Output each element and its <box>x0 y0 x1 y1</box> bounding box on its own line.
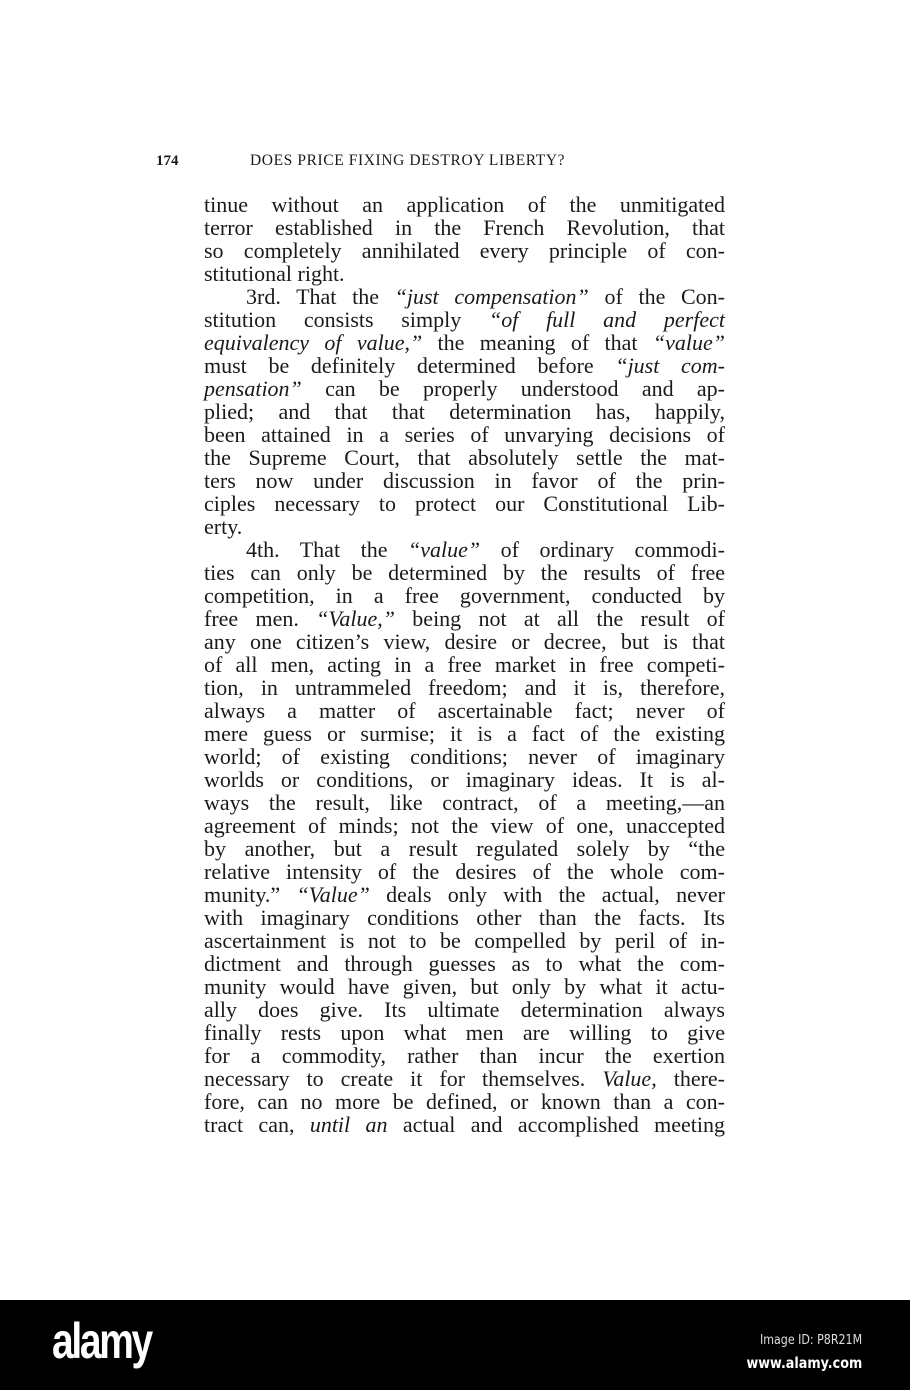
italic-text: “of full and perfect <box>488 307 725 332</box>
text-run: by another, but a result regulated solely by “the <box>204 836 725 861</box>
text-line <box>204 515 725 538</box>
text-line <box>204 285 725 308</box>
text-run: fore, can no more be defined, or known than a con- <box>204 1089 725 1114</box>
text-run: always a matter of ascertainable fact; never of <box>204 698 725 723</box>
text-run: 4th. That the <box>246 537 408 562</box>
italic-text: pensation” <box>204 376 302 401</box>
text-run: must be definitely determined before <box>204 353 616 378</box>
italic-text: equivalency of value,” <box>204 330 423 355</box>
site-url: www.alamy.com <box>746 1354 862 1372</box>
italic-text: until an <box>309 1112 388 1137</box>
text-line <box>204 193 725 216</box>
text-run: munity.” <box>204 882 297 907</box>
text-run: tion, in untrammeled freedom; and it is, therefore, <box>204 675 725 700</box>
text-line <box>204 791 725 814</box>
text-run: for a commodity, rather than incur the exertion <box>204 1043 725 1068</box>
text-line <box>204 1044 725 1067</box>
running-head: DOES PRICE FIXING DESTROY LIBERTY? <box>250 152 566 169</box>
text-run: ally does give. Its ultimate determination always <box>204 997 725 1022</box>
text-run: can be properly understood and ap- <box>301 376 725 401</box>
text-line <box>204 262 725 285</box>
text-line <box>204 837 725 860</box>
text-line <box>204 492 725 515</box>
text-line <box>204 1021 725 1044</box>
text-line <box>204 423 725 446</box>
image-id: Image ID: P8R21M <box>759 1333 862 1348</box>
text-run: worlds or conditions, or imaginary ideas. It is al- <box>204 767 725 792</box>
watermark-footer <box>0 1300 910 1390</box>
text-line <box>204 1090 725 1113</box>
text-line <box>204 814 725 837</box>
text-line <box>204 584 725 607</box>
italic-text: “Value” <box>296 882 370 907</box>
text-line <box>204 561 725 584</box>
text-line <box>204 653 725 676</box>
text-run: been attained in a series of unvarying decisions of <box>204 422 725 447</box>
text-run: the meaning of that <box>422 330 653 355</box>
text-line <box>204 699 725 722</box>
text-run: ciples necessary to protect our Constitutional Lib- <box>204 491 725 516</box>
text-run: being not at all the result of <box>395 606 726 631</box>
text-line <box>204 308 725 331</box>
text-run: mere guess or surmise; it is a fact of the existing <box>204 721 725 746</box>
text-line <box>204 745 725 768</box>
text-run: of ordinary commodi- <box>480 537 725 562</box>
text-line <box>204 239 725 262</box>
text-run: there- <box>656 1066 726 1091</box>
italic-text: “value” <box>652 330 725 355</box>
text-run: munity would have given, but only by what it actu- <box>204 974 725 999</box>
text-line <box>204 607 725 630</box>
text-line <box>204 975 725 998</box>
text-line <box>204 630 725 653</box>
text-run: relative intensity of the desires of the whole com- <box>204 859 725 884</box>
text-run: world; of existing conditions; never of imaginary <box>204 744 725 769</box>
text-line <box>204 906 725 929</box>
text-line <box>204 469 725 492</box>
text-run: so completely annihilated every principle of con- <box>204 238 725 263</box>
text-line <box>204 768 725 791</box>
text-line <box>204 883 725 906</box>
text-line <box>204 377 725 400</box>
text-line <box>204 998 725 1021</box>
text-run: agreement of minds; not the view of one, unaccepted <box>204 813 725 838</box>
text-run: necessary to create it for themselves. <box>204 1066 603 1091</box>
text-line <box>204 1067 725 1090</box>
text-run: stitution consists simply <box>204 307 489 332</box>
text-run: actual and accomplished meeting <box>387 1112 725 1137</box>
text-run: finally rests upon what men are willing to give <box>204 1020 725 1045</box>
text-run: ascertainment is not to be compelled by peril of in- <box>204 928 725 953</box>
text-run: dictment and through guesses as to what the com- <box>204 951 725 976</box>
italic-text: Value, <box>602 1066 657 1091</box>
text-run: stitutional right. <box>204 261 345 286</box>
italic-text: “value” <box>408 537 481 562</box>
text-line <box>204 216 725 239</box>
text-line <box>204 354 725 377</box>
text-line <box>204 860 725 883</box>
text-line <box>204 676 725 699</box>
page-number: 174 <box>156 153 179 169</box>
text-run: competition, in a free government, conducted by <box>204 583 725 608</box>
text-line <box>204 400 725 423</box>
italic-text: “just com- <box>615 353 725 378</box>
text-run: deals only with the actual, never <box>369 882 725 907</box>
text-run: with imaginary conditions other than the facts. Its <box>204 905 725 930</box>
text-run: erty. <box>204 514 243 539</box>
text-run: tinue without an application of the unmitigated <box>204 192 725 217</box>
text-line <box>204 952 725 975</box>
text-line <box>204 1113 725 1136</box>
italic-text: “just compensation” <box>394 284 589 309</box>
text-run: of the Con- <box>588 284 725 309</box>
text-line <box>204 446 725 469</box>
text-line <box>204 722 725 745</box>
text-run: ties can only be determined by the results of free <box>204 560 725 585</box>
italic-text: “Value,” <box>316 606 396 631</box>
text-line <box>204 538 725 561</box>
body-text <box>204 193 725 1136</box>
text-line <box>204 929 725 952</box>
text-run: the Supreme Court, that absolutely settle the mat- <box>204 445 725 470</box>
text-run: tract can, <box>204 1112 310 1137</box>
alamy-logo: alamy <box>52 1313 151 1369</box>
text-line <box>204 331 725 354</box>
text-run: 3rd. That the <box>246 284 395 309</box>
text-run: ters now under discussion in favor of the prin- <box>204 468 725 493</box>
text-run: of all men, acting in a free market in free competi- <box>204 652 725 677</box>
text-run: any one citizen’s view, desire or decree, but is that <box>204 629 725 654</box>
text-run: ways the result, like contract, of a meeting,—an <box>204 790 725 815</box>
text-run: terror established in the French Revolution, that <box>204 215 725 240</box>
text-run: plied; and that that determination has, happily, <box>204 399 725 424</box>
text-run: free men. <box>204 606 317 631</box>
